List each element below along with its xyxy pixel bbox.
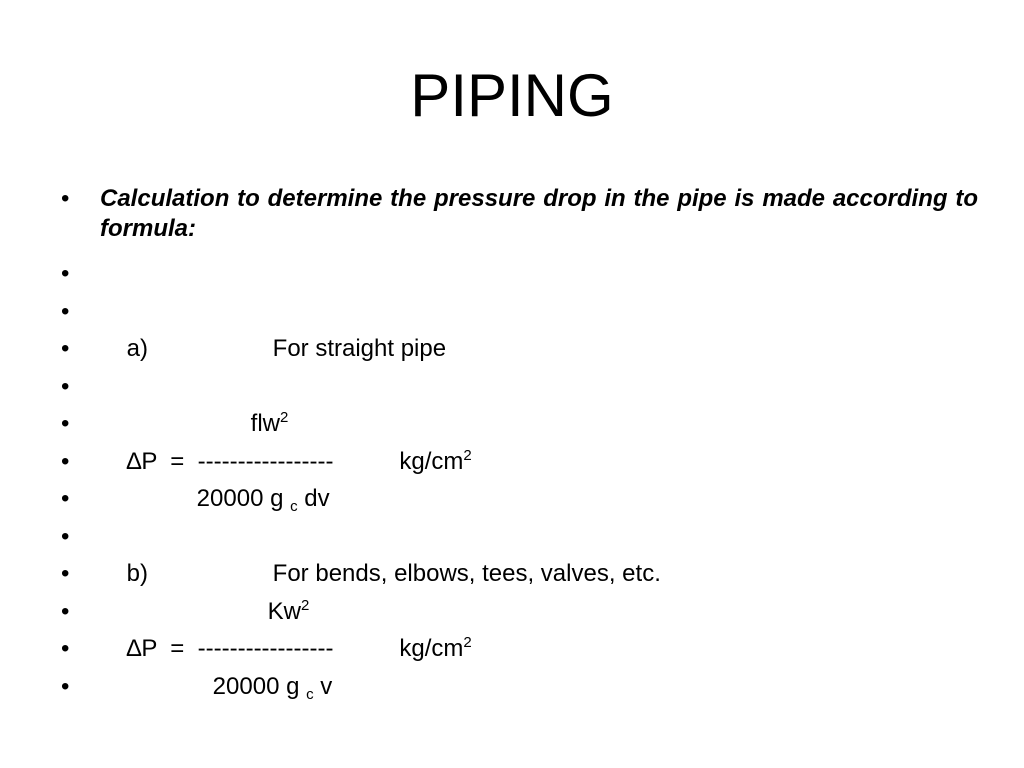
bullet-list <box>58 180 978 705</box>
case-b-unit-exponent: 2 <box>463 634 472 651</box>
case-b-denominator-prefix: 20000 g <box>212 672 300 700</box>
case-b-unit: kg/cm <box>399 635 464 662</box>
case-a-denominator-prefix: 20000 g <box>196 485 284 512</box>
case-a-heading <box>58 293 978 362</box>
case-a-equation-lhs: P = ----------------- <box>141 447 334 475</box>
delta-symbol: ∆ <box>126 635 142 662</box>
case-a-equation <box>58 405 978 475</box>
case-a-denominator-subscript: c <box>290 498 298 515</box>
case-b-denominator-subscript: c <box>306 685 314 703</box>
empty-bullet <box>58 255 978 293</box>
case-b-marker: b) <box>126 560 149 587</box>
case-a-label: For straight pipe <box>272 335 447 362</box>
case-b-numerator-base: Kw <box>267 597 302 625</box>
case-a-denominator <box>58 443 978 515</box>
delta-symbol: ∆ <box>126 447 142 475</box>
case-a-numerator-base: flw <box>250 410 281 437</box>
empty-bullet <box>58 330 978 368</box>
case-b-numerator-exponent: 2 <box>301 596 310 614</box>
case-a-numerator <box>58 368 978 437</box>
case-b-heading <box>58 518 978 587</box>
case-a-marker: a) <box>126 335 149 362</box>
empty-bullet <box>58 480 978 518</box>
case-a-unit-exponent: 2 <box>463 446 472 464</box>
case-b-denominator <box>58 630 978 703</box>
case-b-denominator-suffix: v <box>320 672 333 700</box>
case-a-numerator-exponent: 2 <box>280 409 289 426</box>
case-b-numerator <box>58 555 978 625</box>
case-a-denominator-suffix: dv <box>304 485 330 512</box>
case-a-unit: kg/cm <box>399 447 464 475</box>
case-b-equation-lhs: P = ----------------- <box>141 635 334 662</box>
intro-text: Calculation to determine the pressure drop in the pipe is made according to formula: <box>100 185 978 242</box>
intro-bullet <box>58 180 978 255</box>
empty-bullet <box>58 668 978 706</box>
case-b-equation <box>58 593 978 662</box>
slide-title: PIPING <box>410 62 614 129</box>
case-b-label: For bends, elbows, tees, valves, etc. <box>272 560 661 587</box>
